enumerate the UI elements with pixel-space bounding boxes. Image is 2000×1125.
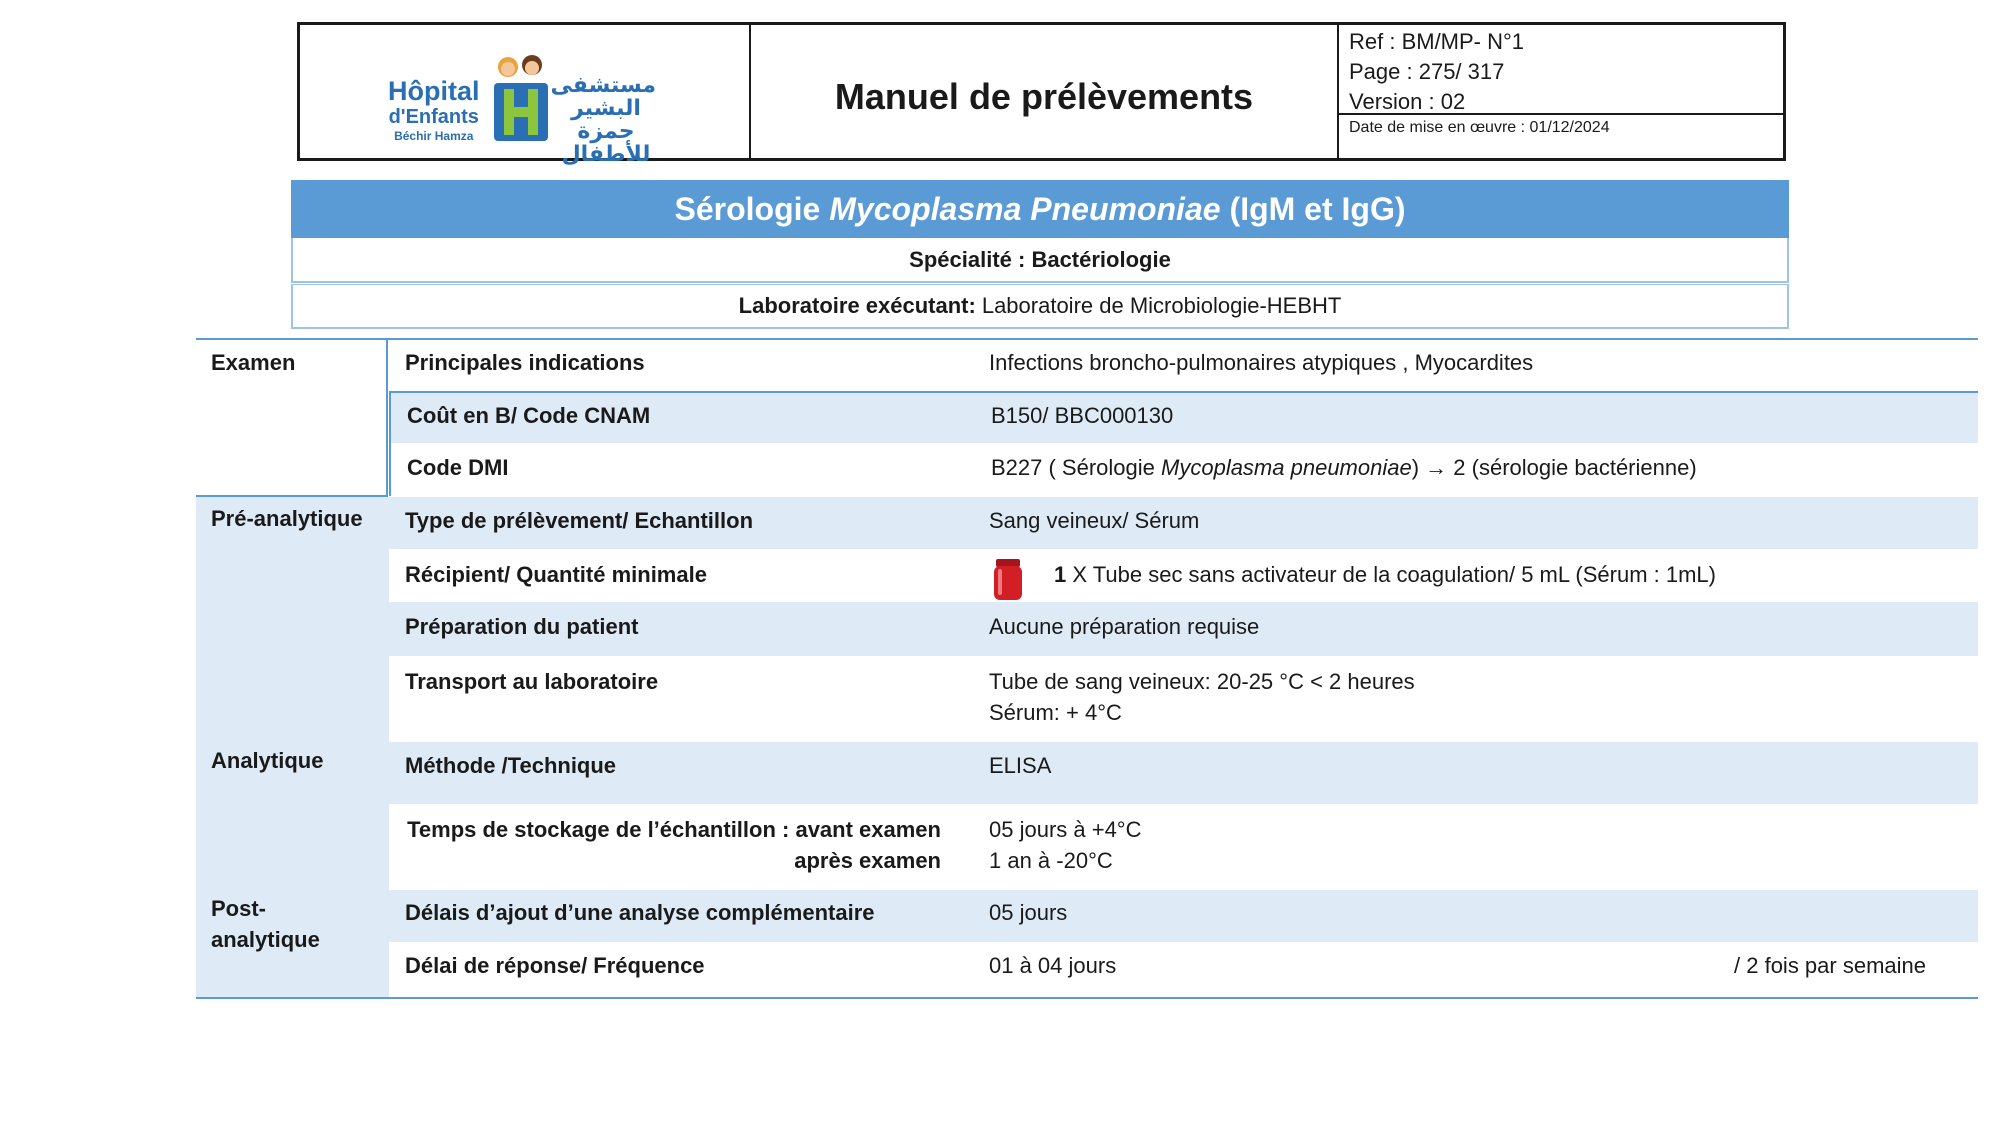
row-value [989,814,1938,876]
stockage-value-1: 05 jours à +4°C [989,817,1142,842]
row-value: B150/ BBC000130 [991,403,1174,428]
document-header [297,22,1786,167]
row-label: Coût en B/ Code CNAM [407,403,651,428]
logo-ar-line-2: البشير حمزة [571,95,641,144]
table-row [389,340,1978,390]
page-text: Page : 275/ 317 [1349,59,1505,84]
dmi-text-a: B227 ( Sérologie [991,455,1155,480]
category-column [196,340,389,997]
stockage-label-2: après examen [794,848,941,873]
row-label: Transport au laboratoire [405,669,659,694]
row-label: Méthode /Technique [405,753,617,778]
frequency-value: / 2 fois par semaine [1734,953,1926,978]
table-row [389,391,1978,443]
row-label: Code DMI [407,455,509,480]
stockage-value-2: 1 an à -20°C [989,848,1113,873]
category-post-analytique-1: Post- [211,896,266,921]
row-label: Délais d’ajout d’une analyse complémentaire [405,900,875,925]
version-text: Version : 02 [1349,89,1466,114]
logo-text-fr [388,78,480,142]
document-title: Manuel de prélèvements [834,75,1254,117]
logo-emblem-icon [490,53,552,145]
table-row [389,497,1978,549]
test-title-prefix: Sérologie [674,190,821,227]
row-label [405,814,941,876]
row-label: Préparation du patient [405,614,639,639]
table-row [389,602,1978,656]
table-row [389,890,1978,942]
logo-ar-line-1: مستشفى [550,72,656,97]
lab-label: Laboratoire exécutant: [738,293,976,318]
row-value [991,452,1938,483]
lab-row [291,284,1789,329]
specialty-row [291,238,1789,283]
row-value: 01 à 04 jours [989,953,1117,978]
table-row [389,942,1978,997]
dmi-text-b: ) [1411,455,1420,480]
transport-line-1: Tube de sang veineux: 20-25 °C < 2 heures [989,669,1415,694]
date-text: Date de mise en œuvre : 01/12/2024 [1349,119,1610,136]
logo-line-2: d'Enfants [388,106,479,128]
hospital-logo [300,25,751,167]
test-title [291,180,1789,238]
test-title-organism: Mycoplasma Pneumoniae [829,190,1221,227]
row-label: Délai de réponse/ Fréquence [405,953,705,978]
table-row [389,443,1978,496]
table-row [389,804,1978,890]
row-label: Principales indications [405,350,645,375]
info-table [196,338,1978,999]
row-value: Aucune préparation requise [989,614,1260,639]
table-row [389,549,1978,602]
arrow-right-icon: → [1425,455,1448,480]
tube-quantity: 1 [1054,562,1067,587]
logo-line-1: Hôpital [388,76,480,106]
row-value: 05 jours [989,900,1068,925]
red-tube-icon [993,559,1023,601]
table-row [389,656,1978,742]
logo-text-ar [550,72,656,167]
document-title-cell [751,25,1339,158]
ref-text: Ref : BM/MP- N°1 [1349,29,1525,54]
test-title-suffix: (IgM et IgG) [1229,190,1406,227]
logo-ar-line-3: للأطفال [561,141,651,167]
tube-description: X Tube sec sans activateur de la coagulation/ 5 mL (Sérum : 1mL) [1072,562,1716,587]
document-meta [1339,25,1783,158]
dmi-text-c: 2 (sérologie bactérienne) [1453,455,1697,480]
logo-line-3: Béchir Hamza [394,129,474,143]
stockage-label-1: Temps de stockage de l’échantillon : avant examen [407,817,941,842]
specialty-text: Spécialité : Bactériologie [909,246,1171,272]
category-analytique: Analytique [211,748,324,773]
category-pre-analytique: Pré-analytique [211,506,363,531]
row-value [989,666,1938,728]
category-examen: Examen [211,350,296,375]
transport-line-2: Sérum: + 4°C [989,700,1122,725]
row-value: Sang veineux/ Sérum [989,508,1200,533]
row-value: ELISA [989,753,1052,778]
row-value [1054,559,1938,590]
dmi-organism: Mycoplasma pneumoniae [1161,455,1412,480]
row-label: Récipient/ Quantité minimale [405,562,707,587]
row-value: Infections broncho-pulmonaires atypiques , Myocardites [989,350,1534,375]
table-row [389,742,1978,804]
category-post-analytique-2: analytique [211,927,320,952]
row-label: Type de prélèvement/ Echantillon [405,508,754,533]
lab-value: Laboratoire de Microbiologie-HEBHT [981,293,1342,318]
